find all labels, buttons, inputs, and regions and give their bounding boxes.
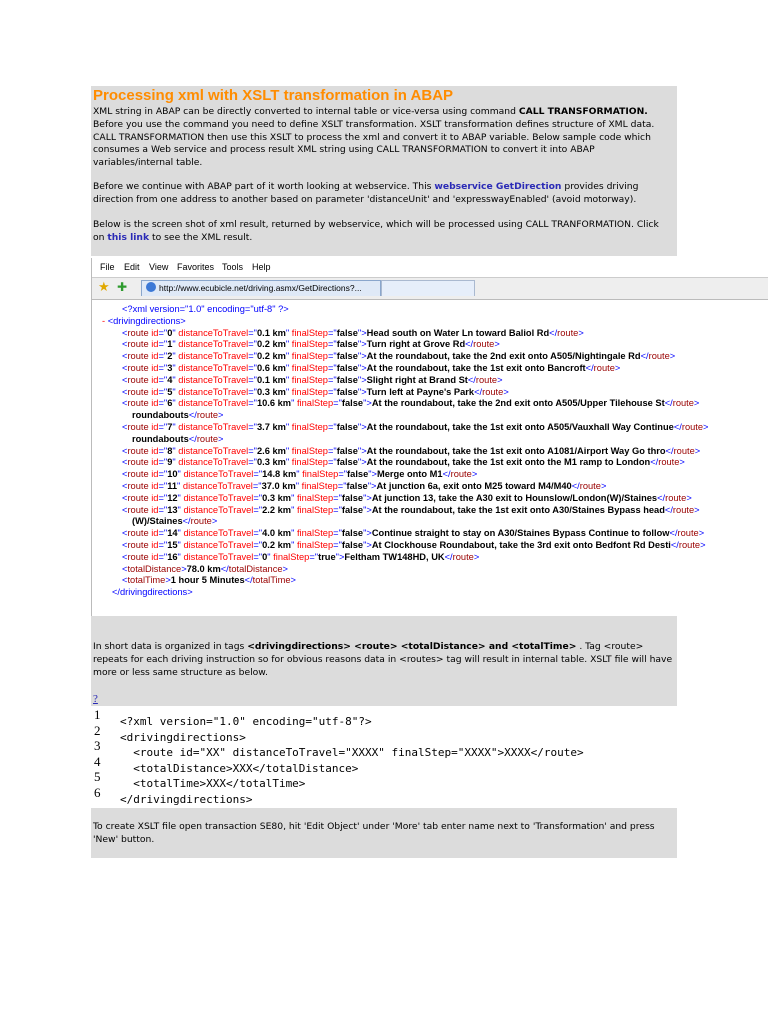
browser-tab[interactable] [141, 280, 381, 296]
xml-total-time: <totalTime>1 hour 5 Minutes</totalTime> [122, 575, 296, 586]
xml-route-line: <route id="4" distanceToTravel="0.1 km" finalStep="false">Slight right at Brand St</route> [122, 374, 503, 385]
code-line: </drivingdirections> [120, 793, 253, 806]
favorites-bar [92, 277, 768, 300]
line-number: 5 [94, 769, 101, 785]
line-number: 6 [94, 785, 101, 800]
code-line: <totalDistance>XXX</totalDistance> [120, 761, 359, 775]
xml-root-open: - <drivingdirections> [102, 315, 186, 326]
menu-bar [92, 258, 768, 277]
menu-view[interactable]: View [149, 262, 169, 272]
xml-route-line: <route id="9" distanceToTravel="0.3 km" finalStep="false">At the roundabout, take the 1st exit onto the M1 ramp to London</route> [122, 457, 685, 468]
summary-paragraph [93, 641, 673, 679]
xml-total-distance: <totalDistance>78.0 km</totalDistance> [122, 563, 288, 574]
menu-edit[interactable]: Edit [124, 262, 140, 272]
browser-screenshot [91, 258, 768, 616]
xml-route-line: <route id="8" distanceToTravel="2.6 km" finalStep="false">At the roundabout, take the 1st exit onto A1081/Airport Way Go thro</route> [122, 445, 701, 456]
xml-route-continuation: (W)/Staines</route> [132, 516, 218, 527]
menu-help[interactable]: Help [252, 262, 271, 272]
intro-text: to see the XML result. [149, 231, 253, 243]
code-line: <?xml version="1.0" encoding="utf-8"?> [120, 715, 372, 728]
code-line: <drivingdirections> [120, 730, 246, 744]
menu-tools[interactable]: Tools [222, 262, 244, 272]
intro-text: provides driving direction from one address to another based on parameter 'distanceUnit' and 'expresswayEnabled' (avoid motorway). [93, 181, 639, 205]
intro-text: Below is the screen shot of xml result, returned by webservice, which will be processed using CALL TRANFORMATION. Click on [93, 219, 659, 243]
code-line: <route id="XX" distanceToTravel="XXXX" finalStep="XXXX">XXXX</route> [120, 746, 584, 760]
xml-route-line: <route id="7" distanceToTravel="3.7 km" finalStep="false">At the roundabout, take the 1st exit onto A505/Vauxhall Way Continue</route> [122, 422, 709, 432]
line-number: 2 [94, 722, 101, 738]
outro-paragraph: To create XSLT file open transaction SE80, hit 'Edit Object' under 'More' tab enter name next to 'Transformation' and press 'New' button. [93, 821, 655, 845]
add-favorite-icon[interactable]: ✚ [117, 280, 128, 294]
xml-route-continuation: roundabouts</route> [132, 410, 224, 421]
intro-text: XML string in ABAP can be directly converted to internal table or vice-versa using command [93, 106, 519, 117]
menu-favorites[interactable]: Favorites [177, 262, 215, 272]
summary-text: . Tag <route> repeats for each driving instruction so for obvious reasons data in <routes> tag will result in internal table. XSLT file will have more or less same structure as below. [93, 641, 673, 678]
xml-route-continuation: roundabouts</route> [132, 433, 224, 444]
xml-route-line: <route id="15" distanceToTravel="0.2 km" finalStep="false">At Clockhouse Roundabout, take the 3rd exit onto Bedfont Rd Desti</route> [122, 540, 706, 550]
line-number: 1 [94, 707, 101, 722]
webservice-link[interactable]: webservice GetDirection [434, 181, 562, 192]
summary-section [91, 616, 677, 706]
xml-route-line: <route id="11" distanceToTravel="37.0 km" finalStep="false">At junction 6a, exit onto M25 toward M4/M40</route> [122, 481, 607, 491]
help-link[interactable]: ? [93, 693, 98, 705]
xml-route-line: <route id="5" distanceToTravel="0.3 km" finalStep="false">Turn left at Payne's Park</route> [122, 386, 509, 397]
new-tab[interactable] [381, 280, 475, 296]
xml-route-line: <route id="1" distanceToTravel="0.2 km" finalStep="false">Turn right at Grove Rd</route> [122, 339, 500, 350]
xml-route-line: <route id="3" distanceToTravel="0.6 km" finalStep="false">At the roundabout, take the 1st exit onto Bancroft</route> [122, 363, 621, 373]
intro-section [91, 86, 677, 256]
menu-file[interactable]: File [100, 262, 115, 272]
star-icon[interactable]: ★ [98, 280, 110, 295]
summary-text: In short data is organized in tags [93, 641, 248, 652]
outro-section [91, 808, 677, 858]
xml-route-line: <route id="16" distanceToTravel="0" finalStep="true">Feltham TW148HD, UK</route> [122, 551, 480, 562]
call-transformation-bold: CALL TRANSFORMATION. [518, 106, 648, 117]
xml-result-link[interactable]: this link [107, 231, 150, 243]
line-number: 3 [94, 738, 101, 754]
code-block [91, 693, 677, 808]
intro-paragraph-2 [93, 181, 673, 207]
xml-route-line: <route id="14" distanceToTravel="4.0 km" finalStep="false">Continue straight to stay on A30/Staines Bypass Continue to follow</route> [122, 528, 705, 539]
xml-root-close: </drivingdirections> [112, 587, 193, 598]
intro-paragraph-3 [93, 219, 673, 245]
xml-route-line: <route id="6" distanceToTravel="10.6 km" finalStep="false">At the roundabout, take the 2nd exit onto A505/Upper Tilehouse St</route> [122, 398, 700, 409]
xml-route-line: <route id="0" distanceToTravel="0.1 km" finalStep="false">Head south on Water Ln toward Baliol Rd</route> [122, 327, 584, 338]
page-title: Processing xml with XSLT transformation in ABAP [93, 87, 454, 104]
intro-text: Before you use the command you need to define XSLT transformation. XSLT transformation defines structure of XML data. CALL TRANSFORMATION then use this XSLT to process the xml and convert it to ABAP variable. Below sample code which consumes a Web service and process result XML string using CALL TRANSFORMATION to convert it into ABAP variables/internal table. [93, 118, 655, 169]
xml-route-line: <route id="10" distanceToTravel="14.8 km" finalStep="false">Merge onto M1</route> [122, 469, 478, 480]
xml-route-line: <route id="13" distanceToTravel="2.2 km" finalStep="false">At the roundabout, take the 1st exit onto A30/Staines Bypass head</route> [122, 504, 700, 515]
tab-url: http://www.ecubicle.net/driving.asmx/GetDirections?... [159, 283, 362, 293]
intro-paragraph-1 [93, 106, 673, 170]
code-line: <totalTime>XXX</totalTime> [120, 777, 306, 791]
xml-route-line: <route id="2" distanceToTravel="0.2 km" finalStep="false">At the roundabout, take the 2nd exit onto A505/Nightingale Rd</route> [122, 351, 676, 362]
line-number: 4 [94, 753, 101, 769]
summary-tags: <drivingdirections> <route> <totalDistance> and <totalTime> [247, 641, 577, 652]
ie-icon [146, 282, 156, 292]
xml-declaration: <?xml version="1.0" encoding="utf-8" ?> [122, 304, 289, 314]
intro-text: Before we continue with ABAP part of it worth looking at webservice. This [93, 181, 435, 192]
xml-route-line: <route id="12" distanceToTravel="0.3 km" finalStep="false">At junction 13, take the A30 exit to Hounslow/London(W)/Staines</route> [122, 492, 692, 503]
